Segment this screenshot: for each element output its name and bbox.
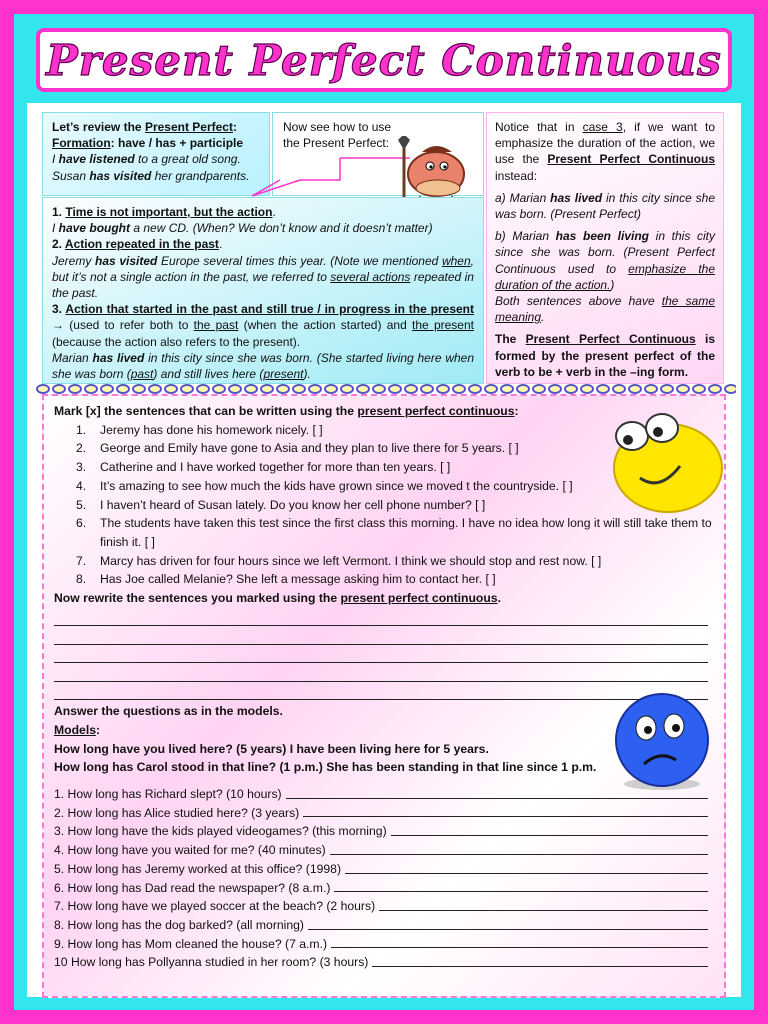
question-row[interactable]: 3. How long have the kids played videogames? (this morning) xyxy=(54,822,714,841)
question-row[interactable]: 6. How long has Dad read the newspaper? (8 a.m.) xyxy=(54,879,714,898)
exercise-area: Mark [x] the sentences that can be written using the present perfect continuous: 1. Jeremy has done his homework nicely. [ ] 2. George and Emily have gone to Asia and they plan to live there for 5 years. [ ] 3. Catherine and I have worked together for more than ten years. [ ] 4. It’s amazing to see how much the kids have grown since we moved t the countryside. [ ] 5. I haven’t heard of Susan lately. Do you know her cell phone number? [ ] 6. The students have taken this test since the first class this morning. I have no idea how long it will still take them to finish it. [ ] 7. Marcy has driven for four hours since we left Vermont. I think we should stop and rest now. [ ] 8. Has Joe called Melanie? She left a message asking him to contact her. [ ] Now rewrite the sentences you marked using the present perfect continuous. Answer the questions as in the models. Models: How long have you lived here? (5 years) I have been living here for 5 years. How long has Carol stood in that line? (1 p.m.) She has been standing in that line since 1 p.m. 1. How long has Richard slept? (10 hours) 2. How long has Alice studied here? (3 years) 3. How long have the kids played videogames? (this morning) 4. How long have you waited for me? (40 minutes) 5. How long has Jeremy worked at this office? (1998) 6. How long has Dad read the newspaper? (8 a.m.) 7. How long have we played soccer at the beach? (2 hours) 8. How long has the dog barked? (all morning) 9. How long has Mom cleaned the house? (7 a.m.) 10 How long has Pollyanna studied in her room? (3 hours) xyxy=(42,394,726,998)
answer-line[interactable] xyxy=(54,608,708,627)
answer-line[interactable] xyxy=(54,645,708,664)
question-row[interactable]: 1. How long has Richard slept? (10 hours) xyxy=(54,785,714,804)
model-example: How long have you lived here? (5 years) I have been living here for 5 years. xyxy=(54,741,489,756)
review-box: Let’s review the Present Perfect: Formation: have / has + participle I have listened to a great old song. Susan has visited her grandparents. xyxy=(42,112,270,196)
exercise1-instructions: Mark [x] the sentences that can be written using the present perfect continuous: xyxy=(54,404,519,418)
question-row[interactable]: 10 How long has Pollyanna studied in her room? (3 hours) xyxy=(54,953,714,972)
models-label: Models xyxy=(54,722,96,737)
list-item[interactable]: 5. I haven’t heard of Susan lately. Do you know her cell phone number? [ ] xyxy=(76,497,486,512)
list-item[interactable]: 8. Has Joe called Melanie? She left a message asking him to contact her. [ ] xyxy=(76,572,496,587)
question-row[interactable]: 5. How long has Jeremy worked at this office? (1998) xyxy=(54,860,714,879)
list-item[interactable]: 4. It’s amazing to see how much the kids have grown since we moved t the countryside. [ ] xyxy=(76,478,573,493)
question-row[interactable]: 8. How long has the dog barked? (all morning) xyxy=(54,916,714,935)
exercise2-instructions: Answer the questions as in the models. xyxy=(54,704,283,719)
question-row[interactable]: 7. How long have we played soccer at the beach? (2 hours) xyxy=(54,897,714,916)
list-item[interactable]: 6. The students have taken this test since the first class this morning. I have no idea how long it will still take them to finish it. [ ] xyxy=(76,516,712,549)
list-item[interactable]: 1. Jeremy has done his homework nicely. [ ] xyxy=(76,422,323,437)
answer-line[interactable] xyxy=(54,626,708,645)
yellow-smiley-icon xyxy=(604,406,728,516)
question-row[interactable]: 2. How long has Alice studied here? (3 years) xyxy=(54,804,714,823)
question-row[interactable]: 9. How long has Mom cleaned the house? (7 a.m.) xyxy=(54,935,714,954)
title-banner xyxy=(36,28,732,92)
usage-intro-text: Now see how to use the Present Perfect: xyxy=(283,120,392,151)
list-item[interactable]: 7. Marcy has driven for four hours since we left Vermont. I think we should stop and rest now. [ ] xyxy=(76,553,602,568)
uses-box: 1. Time is not important, but the action. I have bought a new CD. (When? We don’t know and it doesn’t matter) 2. Action repeated in the past. Jeremy has visited Europe several times this year. (Note we mentioned when, but it’s not a single action in the past, we referred to several actions repeated in the past. 3. Action that started in the past and still true / in progress in the present → (used to refer both to the past (when the action started) and the present (because the action also refers to the present). Marian has lived in this city since she was born. (She started living here when she was born (past) and still lives here (present). xyxy=(42,197,484,384)
answer-line[interactable] xyxy=(54,663,708,682)
question-row[interactable]: 4. How long have you waited for me? (40 minutes) xyxy=(54,841,714,860)
continuous-note-box: Notice that in case 3, if we want to emphasize the duration of the action, we use the Present Perfect Continuous instead: a) Marian has lived in this city since she was born. (Present Perfect) b) Marian has been living in this city since she was born. (Present Perfect Continuous used to emphasize the duration of the action.) Both sentences above have the same meaning. The Present Perfect Continuous is formed by the present perfect of the verb to be + verb in the –ing form. xyxy=(486,112,724,384)
rewrite-instructions: Now rewrite the sentences you marked using the present perfect continuous. xyxy=(54,591,501,606)
list-item[interactable]: 2. George and Emily have gone to Asia and they plan to live there for 5 years. [ ] xyxy=(76,441,519,456)
model-example: How long has Carol stood in that line? (1 p.m.) She has been standing in that line since 1 p.m. xyxy=(54,760,597,775)
list-item[interactable]: 3. Catherine and I have worked together for more than ten years. [ ] xyxy=(76,460,451,475)
page-title: Present Perfect Continuous xyxy=(46,35,722,85)
blue-worried-smiley-icon xyxy=(604,688,720,796)
